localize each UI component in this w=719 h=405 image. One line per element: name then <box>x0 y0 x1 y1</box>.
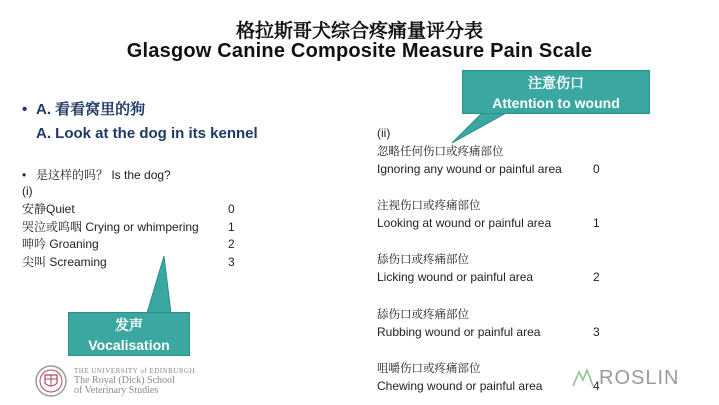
item-chinese: 注视伤口或疼痛部位 <box>377 198 481 212</box>
item-english <box>377 160 607 178</box>
vocalisation-list <box>22 201 242 271</box>
bullet: • <box>22 101 28 118</box>
item-label: Chewing wound or painful area <box>377 379 543 393</box>
callout-english: Vocalisation <box>88 337 170 353</box>
item-label: Rubbing wound or painful area <box>377 325 541 339</box>
attention-to-wound-callout <box>462 70 650 114</box>
item-score: 0 <box>228 202 235 216</box>
item-english <box>377 323 607 341</box>
item-score: 3 <box>593 325 600 339</box>
item-chinese: 舔伤口或疼痛部位 <box>377 307 469 321</box>
wound-item <box>377 250 607 286</box>
item-label: 哭泣或呜咽 Crying or whimpering <box>22 219 199 234</box>
section-a-english: A. Look at the dog in its kennel <box>36 125 258 142</box>
question-text: 是这样的吗？ Is the dog? <box>36 168 171 182</box>
item-score: 2 <box>228 237 235 252</box>
bullet: • <box>22 168 27 182</box>
wound-item <box>377 196 607 232</box>
title-english: Glasgow Canine Composite Measure Pain Scale <box>126 40 593 62</box>
title-chinese: 格拉斯哥犬综合疼痛量评分表 <box>235 20 483 42</box>
list-item <box>22 201 242 219</box>
item-score: 2 <box>593 270 600 284</box>
item-label: 呻吟 Groaning <box>22 237 99 252</box>
university-text <box>74 366 195 396</box>
item-label: Looking at wound or painful area <box>377 216 552 230</box>
list-item <box>22 219 242 237</box>
section-a-chinese: A. 看看窝里的狗 <box>36 101 146 118</box>
edinburgh-crest-icon <box>34 364 68 398</box>
callout-chinese: 发声 <box>115 317 143 333</box>
list-item <box>22 236 242 254</box>
callout-english: Attention to wound <box>492 95 620 111</box>
wound-item <box>377 142 607 178</box>
callout-chinese: 注意伤口 <box>528 75 584 91</box>
part-ii-label: (ii) <box>377 126 391 140</box>
item-label: Licking wound or painful area <box>377 270 534 284</box>
item-chinese: 舔伤口或疼痛部位 <box>377 252 469 266</box>
item-label: 安静Quiet <box>22 202 75 216</box>
roslin-mark-icon <box>571 366 595 390</box>
item-score: 1 <box>593 216 600 230</box>
part-i-label: (i) <box>22 184 33 198</box>
list-item <box>22 254 242 272</box>
item-score: 4 <box>593 379 600 393</box>
item-label: Ignoring any wound or painful area <box>377 162 562 176</box>
roslin-logo <box>571 366 679 390</box>
university-name: THE UNIVERSITY of EDINBURGH <box>74 367 196 375</box>
wound-arrow <box>452 113 506 143</box>
item-chinese: 忽略任何伤口或疼痛部位 <box>377 144 504 158</box>
part-ii-label-wrap <box>377 124 390 142</box>
question-line <box>22 166 171 183</box>
university-logo <box>34 364 195 398</box>
item-score: 0 <box>593 162 600 176</box>
item-english <box>377 268 607 286</box>
roslin-wordmark: ROSLIN <box>599 366 680 389</box>
vocalisation-callout <box>68 312 190 356</box>
item-score: 1 <box>228 219 235 234</box>
item-label: 尖叫 Screaming <box>22 254 107 269</box>
wound-item <box>377 305 607 341</box>
section-a-heading <box>22 98 258 146</box>
item-chinese: 咀嚼伤口或疼痛部位 <box>377 361 481 375</box>
school-name-line1: The Royal (Dick) School <box>74 375 175 386</box>
item-score: 3 <box>228 254 235 269</box>
item-english <box>377 214 607 232</box>
school-name-line2: of Veterinary Studies <box>74 385 159 396</box>
